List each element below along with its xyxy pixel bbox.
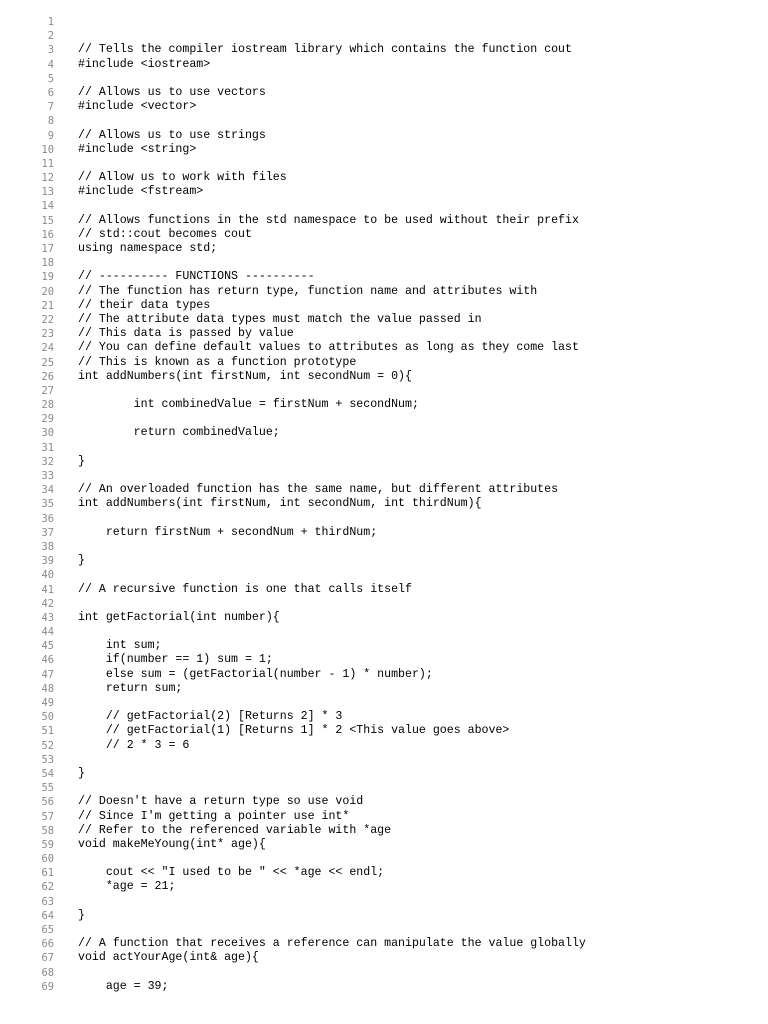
line-number: 62 (41, 881, 54, 894)
line-number: 63 (41, 895, 54, 908)
code-text: // 2 * 3 = 6 (78, 738, 190, 752)
line-number: 59 (41, 838, 54, 851)
code-text: // The attribute data types must match the value passed in (78, 312, 482, 326)
code-listing (0, 15, 768, 994)
code-line (0, 398, 768, 412)
line-number: 14 (41, 200, 54, 213)
code-text: age = 39; (78, 979, 169, 993)
code-text: int combinedValue = firstNum + secondNum; (78, 398, 419, 412)
code-line (0, 597, 768, 611)
code-line (0, 512, 768, 526)
line-number: 34 (41, 484, 54, 497)
code-line (0, 767, 768, 781)
line-number: 65 (41, 924, 54, 936)
line-number: 15 (41, 214, 54, 227)
code-line (0, 966, 768, 980)
code-text: // Allow us to work with files (78, 171, 287, 185)
code-text: // Allows functions in the std namespace to be used without their prefix (78, 213, 579, 227)
line-number: 5 (47, 72, 54, 85)
code-text: int addNumbers(int firstNum, int secondNum, int thirdNum){ (78, 497, 482, 511)
code-line (0, 58, 768, 72)
code-text: if(number == 1) sum = 1; (78, 653, 273, 667)
code-line (0, 370, 768, 384)
line-number: 42 (41, 597, 54, 610)
code-line (0, 682, 768, 696)
line-number: 41 (41, 583, 54, 596)
line-number: 27 (41, 384, 54, 397)
line-number: 45 (41, 640, 54, 653)
code-line (0, 214, 768, 228)
code-text: } (78, 454, 85, 468)
code-line (0, 639, 768, 653)
code-line (0, 568, 768, 582)
line-number: 19 (41, 271, 54, 284)
code-line (0, 327, 768, 341)
line-number: 44 (41, 626, 54, 639)
line-number: 51 (41, 725, 54, 738)
code-line (0, 256, 768, 270)
code-line (0, 43, 768, 57)
code-line (0, 129, 768, 143)
code-line (0, 426, 768, 440)
code-line (0, 838, 768, 852)
line-number: 24 (41, 342, 54, 355)
code-text: using namespace std; (78, 242, 218, 255)
code-line (0, 100, 768, 114)
code-text: // A function that receives a reference can manipulate the value globally (78, 937, 586, 951)
line-number: 58 (41, 824, 54, 837)
code-line (0, 15, 768, 29)
line-number: 50 (41, 711, 54, 724)
code-line (0, 824, 768, 838)
line-number: 25 (41, 356, 54, 369)
line-number: 8 (47, 115, 54, 128)
code-text: int getFactorial(int number){ (78, 610, 280, 624)
code-line (0, 937, 768, 951)
code-text: // This data is passed by value (78, 327, 294, 341)
line-number: 47 (41, 668, 54, 681)
line-number: 17 (41, 243, 54, 255)
line-number: 13 (41, 186, 54, 199)
code-line (0, 270, 768, 284)
line-number: 36 (41, 512, 54, 525)
code-text: int sum; (78, 639, 162, 653)
code-line (0, 583, 768, 597)
line-number: 67 (41, 952, 54, 965)
code-line (0, 653, 768, 667)
code-line (0, 753, 768, 767)
code-text: else sum = (getFactorial(number - 1) * number); (78, 667, 433, 681)
code-text: // ---------- FUNCTIONS ---------- (78, 270, 315, 284)
code-line (0, 228, 768, 242)
code-line (0, 285, 768, 299)
line-number: 38 (41, 540, 54, 553)
code-line (0, 696, 768, 710)
code-line (0, 980, 768, 994)
line-number: 52 (41, 739, 54, 752)
code-text: #include <vector> (78, 100, 197, 114)
code-text: // Tells the compiler iostream library which contains the function cout (78, 43, 572, 57)
code-line (0, 341, 768, 355)
code-line (0, 171, 768, 185)
line-number: 37 (41, 526, 54, 539)
line-number: 68 (41, 966, 54, 979)
line-number: 46 (41, 654, 54, 667)
line-number: 10 (41, 143, 54, 156)
line-number: 43 (41, 611, 54, 624)
code-line (0, 611, 768, 625)
code-line (0, 526, 768, 540)
code-line (0, 810, 768, 824)
code-line (0, 880, 768, 894)
code-text: cout << "I used to be " << *age << endl; (78, 866, 385, 880)
line-number: 69 (41, 980, 54, 993)
line-number: 64 (41, 909, 54, 922)
code-line (0, 923, 768, 937)
code-line (0, 540, 768, 554)
code-text: // An overloaded function has the same name, but different attributes (78, 483, 559, 497)
code-text: // getFactorial(2) [Returns 2] * 3 (78, 710, 343, 724)
line-number: 2 (47, 30, 54, 43)
code-line (0, 114, 768, 128)
line-number: 11 (41, 157, 54, 170)
code-text: // Refer to the referenced variable with *age (78, 823, 392, 837)
code-line (0, 866, 768, 880)
code-line (0, 412, 768, 426)
code-line (0, 895, 768, 909)
line-number: 26 (41, 370, 54, 383)
line-number: 35 (41, 498, 54, 511)
code-line (0, 86, 768, 100)
code-text: *age = 21; (78, 880, 176, 894)
code-text: return sum; (78, 681, 183, 695)
line-number: 40 (41, 569, 54, 582)
code-line (0, 795, 768, 809)
code-text: // This is known as a function prototype (78, 355, 357, 369)
code-text: // Allows us to use strings (78, 128, 266, 142)
line-number: 31 (41, 441, 54, 454)
code-text: int addNumbers(int firstNum, int secondNum = 0){ (78, 369, 412, 383)
code-text: #include <fstream> (78, 185, 204, 199)
code-line (0, 185, 768, 199)
code-text: // getFactorial(1) [Returns 1] * 2 <This value goes above> (78, 724, 510, 738)
code-line (0, 668, 768, 682)
code-text: #include <iostream> (78, 57, 211, 71)
code-line (0, 625, 768, 639)
code-line (0, 710, 768, 724)
code-line (0, 455, 768, 469)
code-text: // std::cout becomes cout (78, 227, 252, 241)
code-line (0, 554, 768, 568)
line-number: 48 (41, 682, 54, 695)
code-text: } (78, 766, 85, 780)
code-line (0, 469, 768, 483)
code-text: void actYourAge(int& age){ (78, 951, 259, 965)
code-text: } (78, 908, 85, 922)
code-line (0, 242, 768, 256)
line-number: 4 (47, 58, 54, 71)
line-number: 30 (41, 427, 54, 440)
line-number: 39 (41, 555, 54, 568)
code-line (0, 781, 768, 795)
code-line (0, 724, 768, 738)
code-line (0, 356, 768, 370)
line-number: 6 (47, 86, 54, 99)
code-line (0, 441, 768, 455)
code-line (0, 299, 768, 313)
line-number: 49 (41, 697, 54, 709)
line-number: 66 (41, 938, 54, 951)
line-number: 3 (47, 44, 54, 57)
line-number: 23 (41, 328, 54, 341)
code-line (0, 157, 768, 171)
code-text: void makeMeYoung(int* age){ (78, 837, 266, 851)
code-text: // You can define default values to attributes as long as they come last (78, 341, 579, 355)
code-line (0, 72, 768, 86)
code-text: #include <string> (78, 142, 197, 156)
code-line (0, 29, 768, 43)
line-number: 57 (41, 810, 54, 823)
code-line (0, 199, 768, 213)
code-text: } (78, 554, 85, 568)
line-number: 28 (41, 399, 54, 412)
code-line (0, 852, 768, 866)
code-text: return firstNum + secondNum + thirdNum; (78, 525, 378, 539)
code-line (0, 909, 768, 923)
line-number: 22 (41, 313, 54, 326)
code-line (0, 143, 768, 157)
line-number: 18 (41, 257, 54, 270)
code-line (0, 951, 768, 965)
line-number: 29 (41, 413, 54, 426)
line-number: 53 (41, 753, 54, 766)
line-number: 9 (47, 129, 54, 142)
code-text: // A recursive function is one that calls itself (78, 582, 412, 596)
code-line (0, 483, 768, 497)
line-number: 32 (41, 455, 54, 468)
code-text: // Doesn't have a return type so use void (78, 795, 364, 809)
line-number: 33 (41, 470, 54, 482)
line-number: 60 (41, 853, 54, 866)
code-line (0, 313, 768, 327)
code-line (0, 739, 768, 753)
line-number: 21 (41, 299, 54, 312)
line-number: 1 (47, 16, 54, 28)
line-number: 20 (41, 285, 54, 298)
line-number: 54 (41, 767, 54, 780)
line-number: 56 (41, 796, 54, 809)
code-text: // Allows us to use vectors (78, 85, 266, 99)
code-line (0, 384, 768, 398)
line-number: 7 (47, 101, 54, 114)
code-text: // The function has return type, function name and attributes with (78, 284, 538, 298)
line-number: 16 (41, 228, 54, 241)
code-text: // Since I'm getting a pointer use int* (78, 809, 350, 823)
code-text: return combinedValue; (78, 426, 280, 440)
line-number: 12 (41, 172, 54, 185)
code-text: // their data types (78, 298, 211, 312)
code-line (0, 497, 768, 511)
line-number: 55 (41, 782, 54, 795)
line-number: 61 (41, 867, 54, 880)
